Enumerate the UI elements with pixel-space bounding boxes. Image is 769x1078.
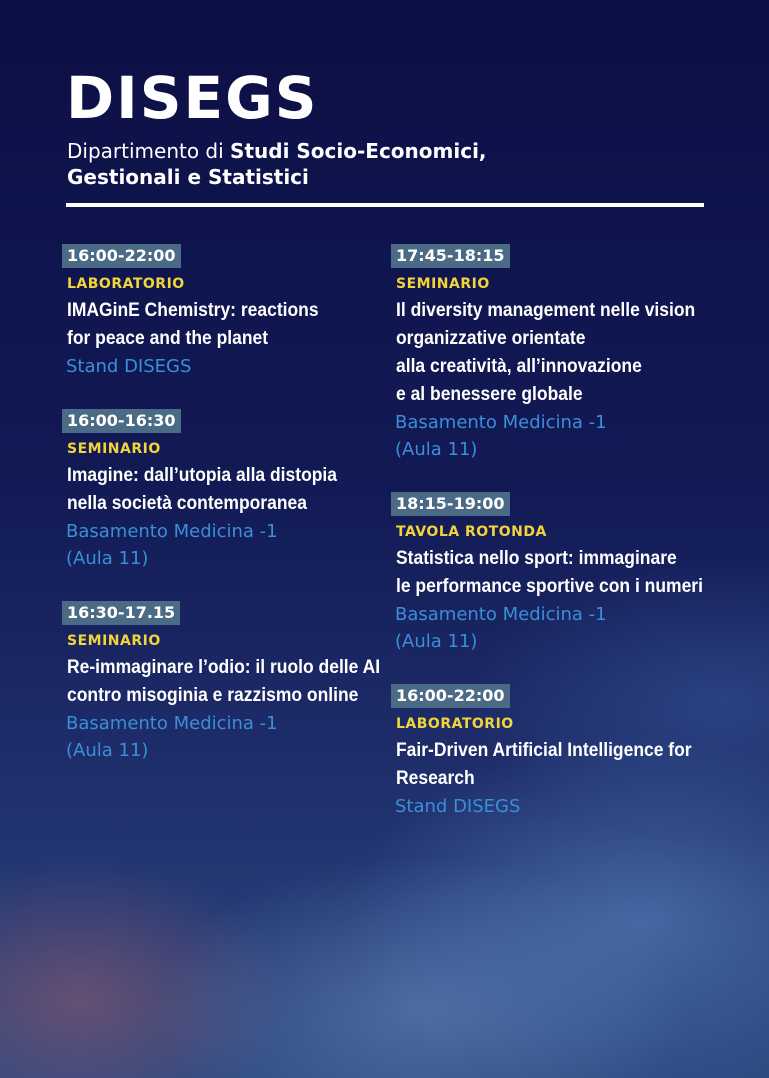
event-card (62, 601, 392, 764)
spacer (62, 380, 392, 409)
event-location-line: Stand DISEGS (395, 796, 521, 817)
event-location (395, 409, 763, 463)
event-time-badge: 16:00-22:00 (62, 244, 181, 268)
event-title-line: for peace and the planet (67, 328, 269, 349)
event-type: TAVOLA ROTONDA (396, 524, 547, 540)
event-location (66, 353, 392, 380)
event-location-line: Basamento Medicina -1 (66, 521, 278, 542)
event-title-line: le performance sportive con i numeri (396, 576, 703, 597)
event-title (67, 462, 366, 518)
event-title-line: Fair-Driven Artificial Intelligence for (396, 740, 692, 761)
event-location-line: (Aula 11) (395, 439, 478, 460)
event-type: SEMINARIO (67, 633, 161, 649)
event-title-line: Imagine: dall’utopia alla distopia (67, 465, 338, 486)
event-title-line: Re-immaginare l’odio: il ruolo delle AI (67, 657, 381, 678)
schedule-column-left (62, 244, 392, 764)
event-location (66, 518, 392, 572)
event-type: SEMINARIO (67, 441, 161, 457)
event-card (62, 244, 392, 380)
header-divider (66, 203, 704, 207)
event-location-line: Basamento Medicina -1 (66, 713, 278, 734)
event-title-line: Statistica nello sport: immaginare (396, 548, 677, 569)
department-subtitle (67, 138, 707, 190)
event-type: LABORATORIO (396, 716, 514, 732)
event-card (62, 409, 392, 572)
event-location-line: (Aula 11) (66, 548, 149, 569)
event-card (391, 244, 763, 463)
event-card (391, 684, 763, 820)
event-title (396, 297, 734, 409)
event-location-line: Basamento Medicina -1 (395, 604, 607, 625)
event-time-badge: 16:30-17.15 (62, 601, 180, 625)
event-location-line: (Aula 11) (395, 631, 478, 652)
event-title-line: organizzative orientate (396, 328, 586, 349)
event-title (396, 737, 734, 793)
event-title (67, 654, 381, 710)
spacer (391, 463, 763, 492)
event-location-line: (Aula 11) (66, 740, 149, 761)
event-location (66, 710, 392, 764)
event-location (395, 793, 763, 820)
spacer (62, 572, 392, 601)
event-title (396, 545, 734, 601)
event-title-line: Research (396, 768, 475, 789)
event-title-line: e al benessere globale (396, 384, 583, 405)
subtitle-prefix: Dipartimento di (67, 139, 231, 163)
subtitle-bold-line-1: Studi Socio-Economici, (230, 139, 487, 163)
event-time-badge: 17:45-18:15 (391, 244, 510, 268)
event-title-line: nella società contemporanea (67, 493, 307, 514)
subtitle-bold-line-2: Gestionali e Statistici (67, 165, 309, 189)
spacer (391, 655, 763, 684)
event-title-line: IMAGinE Chemistry: reactions (67, 300, 319, 321)
event-type: LABORATORIO (67, 276, 185, 292)
event-title-line: alla creatività, all’innovazione (396, 356, 642, 377)
department-title: DISEGS (66, 64, 319, 132)
event-location-line: Basamento Medicina -1 (395, 412, 607, 433)
schedule-column-right (391, 244, 763, 820)
event-title-line: contro misoginia e razzismo online (67, 685, 359, 706)
event-type: SEMINARIO (396, 276, 490, 292)
event-time-badge: 16:00-22:00 (391, 684, 510, 708)
event-title-line: Il diversity management nelle vision (396, 300, 696, 321)
event-card (391, 492, 763, 655)
event-time-badge: 16:00-16:30 (62, 409, 181, 433)
event-title (67, 297, 366, 353)
event-time-badge: 18:15-19:00 (391, 492, 510, 516)
event-location (395, 601, 763, 655)
event-location-line: Stand DISEGS (66, 356, 192, 377)
